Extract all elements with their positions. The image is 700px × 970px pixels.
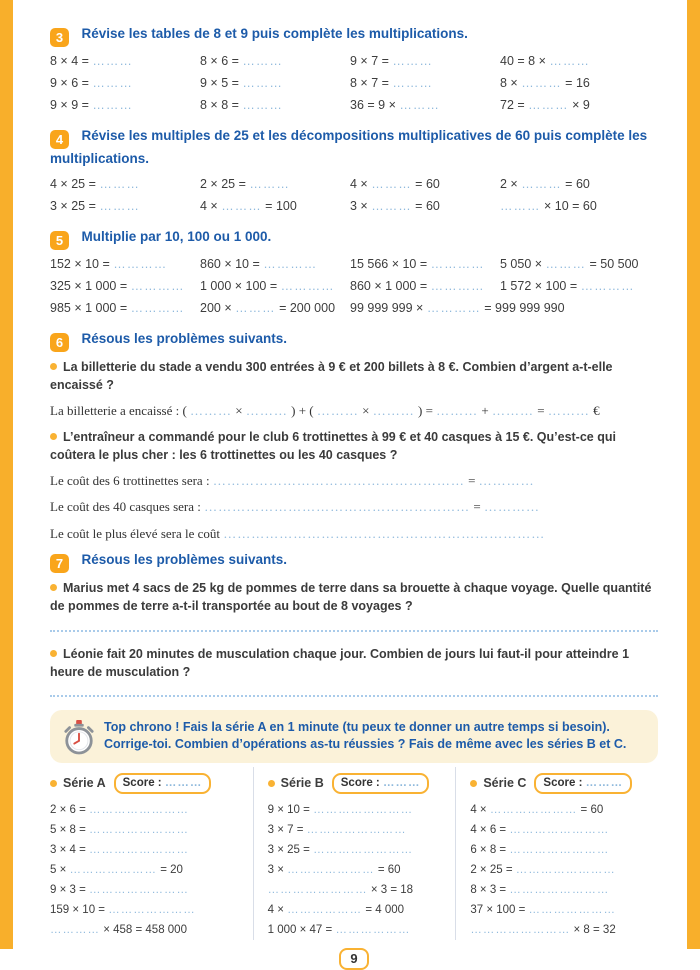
- exercise-number-badge: 3: [50, 28, 69, 47]
- score-badge: [534, 773, 632, 794]
- multiplication-grid: [50, 178, 658, 213]
- math-cell: 985 × 1 000 = …………: [50, 300, 185, 315]
- answer-line: Le coût le plus élevé sera le coût ……………………………………………………………: [50, 525, 546, 541]
- series-b-header: [268, 773, 448, 794]
- bullet-icon: [50, 780, 57, 787]
- answer-rule: [50, 690, 658, 697]
- page-footer: [50, 948, 658, 970]
- multiplication-grid: [50, 258, 658, 315]
- top-chrono-box: [50, 710, 658, 763]
- bullet-icon: [470, 780, 477, 787]
- series-item: 8 × 3 = ……………………: [470, 883, 610, 896]
- math-cell: 9 × 5 = ………: [200, 76, 283, 90]
- series-item: 9 × 10 = ……………………: [267, 803, 414, 816]
- math-cell: 2 × ……… = 60: [500, 176, 590, 191]
- right-border-band: [687, 0, 700, 949]
- page-number-badge: 9: [339, 948, 368, 970]
- answer-line: Le coût des 40 casques sera : ………………………………………………… = …………: [50, 499, 540, 515]
- exercise-7-header: [50, 550, 658, 573]
- problem-statement: [50, 579, 658, 615]
- score-badge: [332, 773, 430, 794]
- series-item: 2 × 25 = ……………………: [470, 863, 616, 876]
- score-blank: ………: [164, 776, 203, 789]
- problem-statement: [50, 645, 658, 681]
- math-cell: 9 × 7 = ………: [350, 54, 433, 68]
- math-cell: 72 = ……… × 9: [500, 98, 590, 112]
- exercise-4-header: [50, 126, 658, 170]
- bullet-icon: [50, 584, 57, 591]
- series-item: 9 × 3 = ……………………: [50, 883, 190, 896]
- score-blank: ………: [382, 776, 421, 789]
- left-border-band: [0, 0, 13, 949]
- problem-statement: [50, 358, 658, 394]
- score-label: Score :: [543, 776, 583, 789]
- math-cell: 200 × ……… = 200 000: [200, 300, 336, 315]
- exercise-title: Révise les tables de 8 et 9 puis complète les multiplications.: [81, 26, 468, 41]
- score-label: Score :: [122, 776, 162, 789]
- bullet-icon: [268, 780, 275, 787]
- bullet-icon: [50, 650, 57, 657]
- series-item: 159 × 10 = …………………: [50, 903, 196, 916]
- problem-text: La billetterie du stade a vendu 300 entrées à 9 € et 200 billets à 8 €. Combien d’argent a-t-elle encaissé ?: [50, 359, 613, 392]
- series-item: 37 × 100 = …………………: [470, 903, 617, 916]
- math-cell: 8 × ……… = 16: [500, 76, 590, 90]
- series-a-column: [50, 767, 253, 940]
- problem-text: L’entraîneur a commandé pour le club 6 trottinettes à 99 € et 40 casques à 15 €. Qu’est-ce qui coûtera le plus cher : les 6 trottinettes ou les 40 casques ?: [50, 429, 616, 462]
- exercise-3: [50, 24, 658, 112]
- exercise-number-badge: 5: [50, 231, 69, 250]
- top-chrono-section: [50, 710, 658, 940]
- bullet-icon: [50, 433, 57, 440]
- exercise-3-header: [50, 24, 658, 47]
- page-content: [50, 0, 658, 970]
- series-grid: [50, 767, 658, 940]
- multiplication-grid: [50, 55, 658, 112]
- math-cell: 4 × ……… = 60: [350, 176, 440, 191]
- series-label: Série B: [280, 776, 324, 791]
- exercise-number-badge: 7: [50, 554, 69, 573]
- math-cell: 4 × 25 = ………: [50, 176, 140, 191]
- exercise-title: Résous les problèmes suivants.: [81, 552, 288, 568]
- series-b-column: [253, 767, 456, 940]
- math-cell: 2 × 25 = ………: [200, 176, 290, 191]
- exercise-5: [50, 227, 658, 315]
- series-item: 3 × 25 = ……………………: [267, 843, 414, 856]
- series-item: ………… × 458 = 458 000: [50, 923, 187, 936]
- problem-statement: [50, 428, 658, 464]
- series-item: 1 000 × 47 = ………………: [267, 923, 411, 936]
- math-cell: 8 × 4 = ………: [50, 54, 133, 68]
- math-cell: 99 999 999 × ………… = 999 999 990: [350, 300, 565, 315]
- math-cell: 152 × 10 = …………: [50, 256, 168, 271]
- series-label: Série A: [63, 776, 106, 791]
- series-item: 2 × 6 = ……………………: [50, 803, 190, 816]
- exercise-6-header: [50, 329, 658, 352]
- exercise-number-badge: 4: [50, 130, 69, 149]
- exercise-title: Révise les multiples de 25 et les décompositions multiplicatives de 60 puis complète les multiplications.: [50, 128, 648, 166]
- series-item: 5 × 8 = ……………………: [50, 823, 190, 836]
- score-label: Score :: [340, 776, 380, 789]
- series-item: 6 × 8 = ……………………: [470, 843, 610, 856]
- series-item: 4 × ……………… = 4 000: [267, 903, 405, 916]
- math-cell: 40 = 8 × ………: [500, 54, 590, 68]
- series-item: …………………… × 3 = 18: [267, 883, 414, 896]
- math-cell: 9 × 9 = ………: [50, 98, 133, 112]
- exercise-7: [50, 550, 658, 697]
- math-cell: 860 × 10 = …………: [200, 256, 318, 271]
- series-item: 4 × ………………… = 60: [470, 803, 604, 816]
- exercise-4: [50, 126, 658, 213]
- math-cell: 36 = 9 × ………: [350, 98, 440, 112]
- answer-line: Le coût des 6 trottinettes sera : ……………………………………………… = …………: [50, 472, 535, 488]
- math-cell: 860 × 1 000 = …………: [350, 278, 485, 293]
- problem-text: Marius met 4 sacs de 25 kg de pommes de terre dans sa brouette à chaque voyage. Quelle quantité de pommes de terre a-t-il transportée au bout de 8 voyages ?: [50, 581, 652, 614]
- answer-rule: [50, 625, 658, 632]
- score-blank: ………: [585, 776, 624, 789]
- series-c-header: [470, 773, 650, 794]
- stopwatch-icon: [63, 719, 95, 755]
- math-cell: 1 572 × 100 = …………: [500, 278, 635, 293]
- math-cell: 4 × ……… = 100: [200, 198, 297, 213]
- math-cell: 3 × 25 = ………: [50, 198, 140, 213]
- exercise-number-badge: 6: [50, 333, 69, 352]
- math-cell: 8 × 7 = ………: [350, 76, 433, 90]
- math-cell: 1 000 × 100 = …………: [200, 278, 335, 293]
- series-c-column: [455, 767, 658, 940]
- score-badge: [114, 773, 212, 794]
- exercise-5-header: [50, 227, 658, 250]
- math-cell: 8 × 8 = ………: [200, 98, 283, 112]
- math-cell: 15 566 × 10 = …………: [350, 256, 485, 271]
- top-chrono-text: Top chrono ! Fais la série A en 1 minute (tu peux te donner un autre temps si besoin). Corrige-toi. Combien d’opérations as-tu réussies ? Fais de même avec les séries B et C.: [104, 719, 627, 752]
- answer-line: La billetterie a encaissé : ( ……… × ……… ) + ( ……… × ……… ) = ……… + ……… = ……… €: [50, 403, 600, 419]
- math-cell: 8 × 6 = ………: [200, 54, 283, 68]
- series-label: Série C: [483, 776, 527, 791]
- math-cell: 3 × ……… = 60: [350, 198, 440, 213]
- series-item: 4 × 6 = ……………………: [470, 823, 610, 836]
- series-item: 3 × 7 = ……………………: [267, 823, 407, 836]
- math-cell: 325 × 1 000 = …………: [50, 278, 185, 293]
- series-item: …………………… × 8 = 32: [470, 923, 616, 936]
- exercise-6: [50, 329, 658, 544]
- series-item: 5 × ………………… = 20: [50, 863, 183, 876]
- series-item: 3 × ………………… = 60: [267, 863, 401, 876]
- math-cell: ……… × 10 = 60: [500, 198, 597, 213]
- series-item: 3 × 4 = ……………………: [50, 843, 190, 856]
- series-a-header: [50, 773, 245, 794]
- problem-text: Léonie fait 20 minutes de musculation chaque jour. Combien de jours lui faut-il pour atteindre 1 heure de musculation ?: [50, 646, 630, 679]
- math-cell: 9 × 6 = ………: [50, 76, 133, 90]
- exercise-title: Multiplie par 10, 100 ou 1 000.: [81, 228, 272, 244]
- math-cell: 5 050 × ……… = 50 500: [500, 256, 639, 271]
- exercise-title: Résous les problèmes suivants.: [81, 330, 288, 346]
- bullet-icon: [50, 363, 57, 370]
